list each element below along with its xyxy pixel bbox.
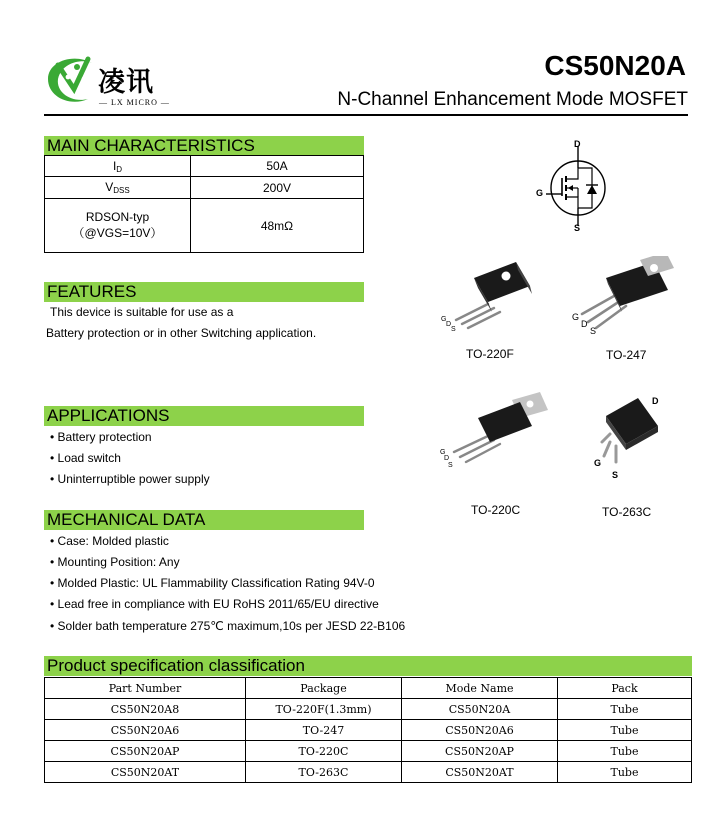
- logo-subtitle: — LX MICRO —: [99, 98, 170, 107]
- table-cell: CS50N20A6: [45, 720, 246, 741]
- to220f-label: TO-220F: [466, 347, 514, 361]
- table-row: [45, 762, 692, 783]
- vdss-value: 200V: [191, 177, 364, 199]
- pin-g-label: G: [594, 458, 602, 468]
- rdson-value: 48mΩ: [191, 199, 364, 253]
- logo-name: 凌讯: [98, 67, 154, 98]
- main-characteristics-table: [44, 155, 364, 253]
- table-cell: Tube: [558, 699, 692, 720]
- features-heading: FEATURES: [44, 282, 364, 302]
- table-cell: CS50N20AP: [402, 741, 558, 762]
- list-item: • Mounting Position: Any: [50, 555, 180, 569]
- rdson-label: RDSON-typ （@VGS=10V）: [45, 199, 191, 253]
- table-cell: TO-220C: [246, 741, 402, 762]
- to263c-label: TO-263C: [602, 505, 652, 519]
- table-cell: Tube: [558, 720, 692, 741]
- list-item: • Uninterruptible power supply: [50, 472, 210, 486]
- symbol-gate-label: G: [536, 188, 544, 198]
- table-cell: TO-263C: [246, 762, 402, 783]
- device-subtitle: N-Channel Enhancement Mode MOSFET: [337, 89, 688, 110]
- pin-g-label: G: [441, 316, 447, 323]
- mechanical-data-heading: MECHANICAL DATA: [44, 510, 364, 530]
- vdss-label: $V_{DSS}$: [45, 177, 191, 199]
- applications-heading: APPLICATIONS: [44, 406, 364, 426]
- id-label: $I_D$: [45, 156, 191, 177]
- list-item: • Load switch: [50, 451, 121, 465]
- table-cell: CS50N20A8: [45, 699, 246, 720]
- pin-d-label: D: [446, 321, 452, 328]
- table-row: [45, 177, 364, 199]
- symbol-drain-label: D: [574, 139, 581, 149]
- table-row: [45, 199, 364, 253]
- column-header: Package: [246, 678, 402, 699]
- list-item: • Battery protection: [50, 430, 152, 444]
- to247-label: TO-247: [606, 348, 647, 362]
- column-header: Part Number: [45, 678, 246, 699]
- header-rule: [44, 114, 688, 116]
- product-spec-heading: Product specification classification: [44, 656, 692, 676]
- part-number-title: CS50N20A: [544, 50, 686, 81]
- column-header: Mode Name: [402, 678, 558, 699]
- table-row: [45, 156, 364, 177]
- table-cell: TO-247: [246, 720, 402, 741]
- table-cell: TO-220F(1.3mm): [246, 699, 402, 720]
- table-row: [45, 720, 692, 741]
- to220c-label: TO-220C: [471, 503, 521, 517]
- list-item: • Molded Plastic: UL Flammability Classification Rating 94V-0: [50, 576, 375, 590]
- pin-s-label: S: [448, 462, 453, 469]
- pin-d-label: D: [581, 319, 588, 329]
- pin-g-label: G: [572, 312, 580, 322]
- table-cell: Tube: [558, 741, 692, 762]
- table-cell: CS50N20AP: [45, 741, 246, 762]
- pin-d-label: D: [444, 455, 450, 462]
- symbol-source-label: S: [574, 223, 581, 233]
- table-cell: CS50N20A: [402, 699, 558, 720]
- pin-s-label: S: [590, 326, 597, 336]
- table-cell: CS50N20A6: [402, 720, 558, 741]
- list-item: • Case: Molded plastic: [50, 534, 169, 548]
- id-value: 50A: [191, 156, 364, 177]
- product-spec-table: [44, 677, 692, 783]
- features-line-2: Battery protection or in other Switching application.: [46, 326, 317, 340]
- table-cell: CS50N20AT: [45, 762, 246, 783]
- main-characteristics-heading: MAIN CHARACTERISTICS: [44, 136, 364, 156]
- list-item: • Lead free in compliance with EU RoHS 2011/65/EU directive: [50, 597, 379, 611]
- table-row: [45, 699, 692, 720]
- table-header-row: [45, 678, 692, 699]
- pin-s-label: S: [612, 470, 619, 480]
- features-line-1: This device is suitable for use as a: [50, 305, 234, 319]
- mosfet-symbol-icon: [528, 136, 618, 236]
- pin-d-label: D: [652, 396, 659, 406]
- list-item: • Solder bath temperature 275℃ maximum,10s per JESD 22-B106: [50, 619, 406, 633]
- table-row: [45, 741, 692, 762]
- pin-g-label: G: [440, 449, 446, 456]
- table-cell: CS50N20AT: [402, 762, 558, 783]
- pin-s-label: S: [451, 326, 456, 333]
- column-header: Pack: [558, 678, 692, 699]
- to220c-package-icon: [440, 392, 550, 472]
- table-cell: Tube: [558, 762, 692, 783]
